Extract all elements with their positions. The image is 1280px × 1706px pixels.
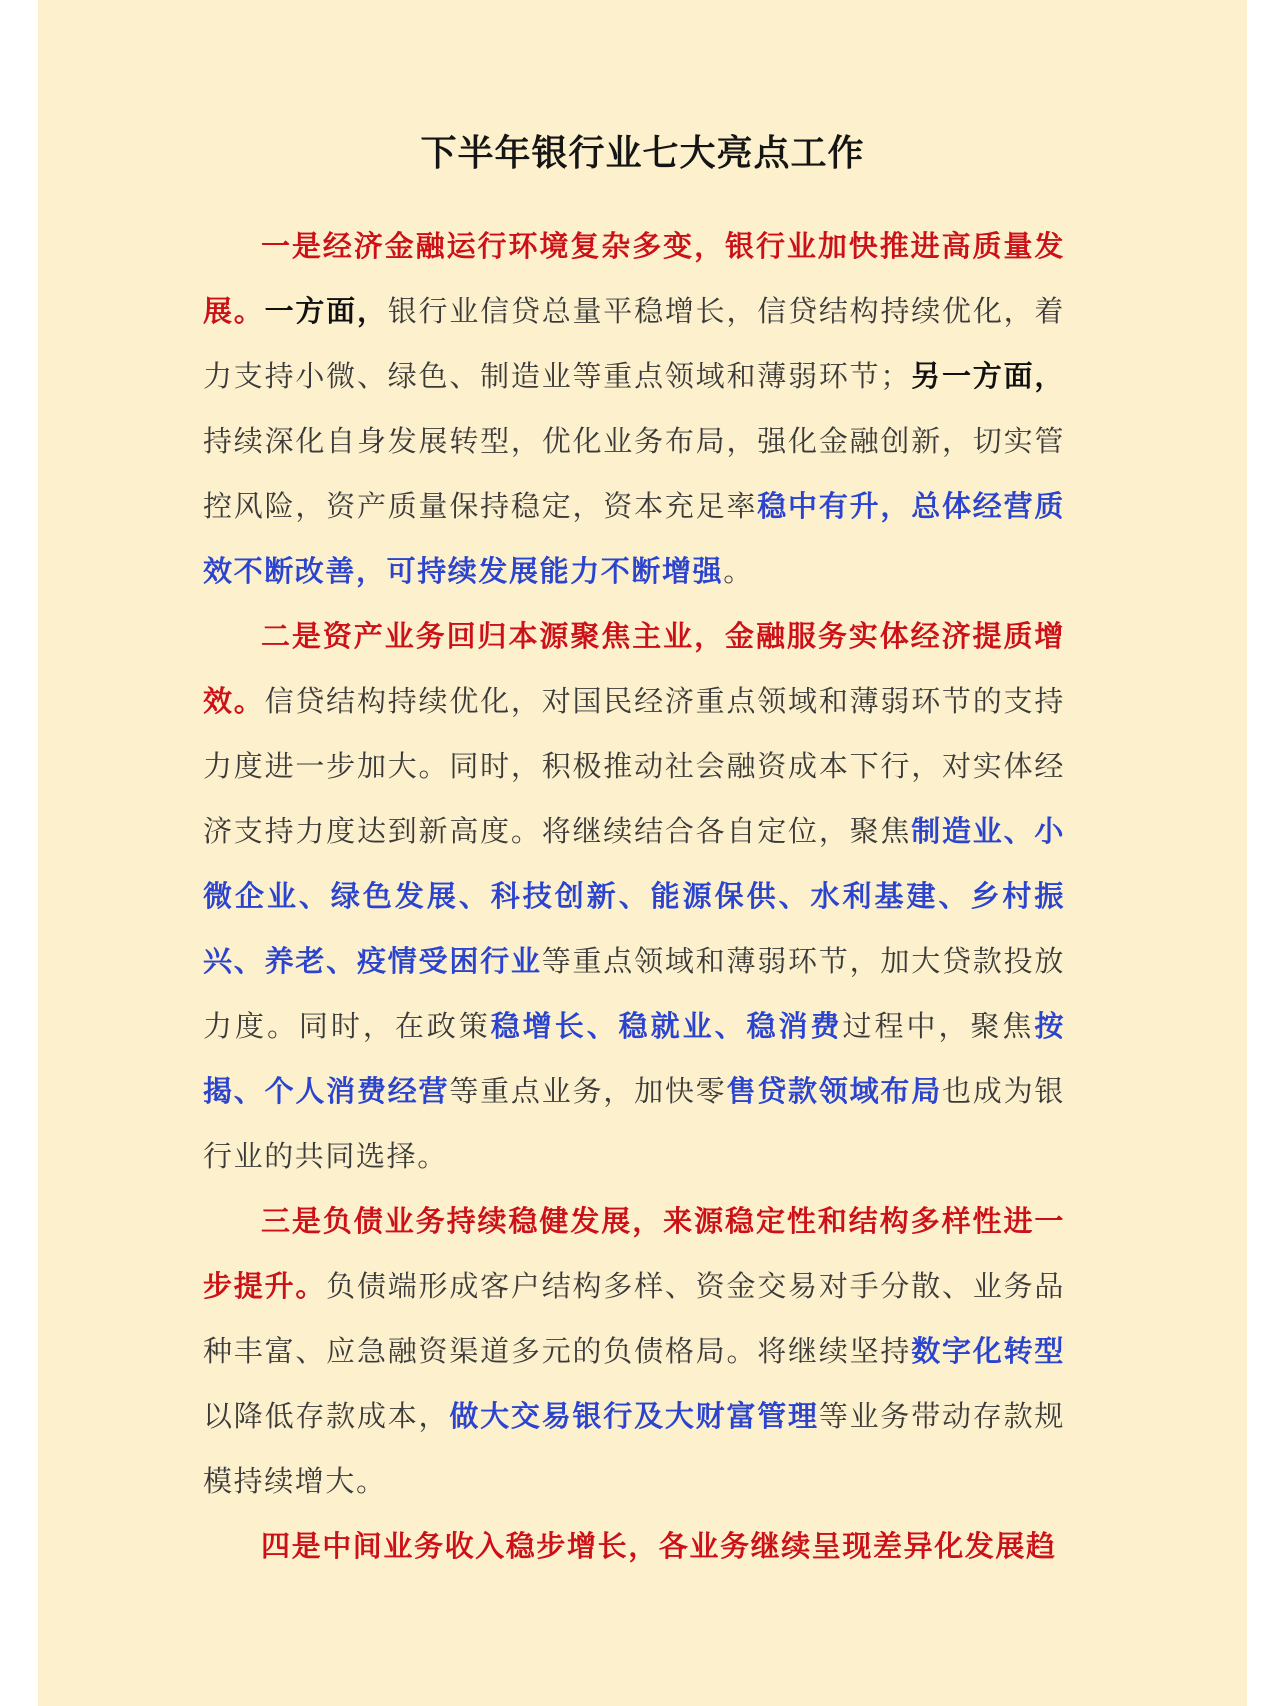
highlight-text: 按揭、个人消费经营: [203, 1009, 1065, 1108]
paragraph-3: [203, 1189, 1065, 1514]
body-text: 持续深化自身发展转型，优化业务布局，强化金融创新，切实管控风险，资产质量保持稳定，资本充足率: [203, 424, 1065, 523]
body-text: 负债端形成客户结构多样、资金交易对手分散、业务品种丰富、应急融资渠道多元的负债格局。将继续坚持: [203, 1269, 1065, 1368]
document-body: [203, 214, 1065, 1579]
paragraph-4: [203, 1514, 1065, 1579]
document-page: [38, 0, 1247, 1706]
highlight-text: 做大交易银行及大财富管理: [449, 1399, 819, 1433]
body-text: 信贷结构持续优化，对国民经济重点领域和薄弱环节的支持力度进一步加大。同时，积极推动社会融资成本下行，对实体经济支持力度达到新高度。将继续结合各自定位，聚焦: [203, 684, 1065, 848]
bold-label: 另一方面，: [911, 359, 1065, 393]
body-text: 等重点领域和薄弱环节，加大贷款投放力度。同时，在政策: [203, 944, 1065, 1043]
highlight-text: 售贷款领域布局: [726, 1074, 943, 1108]
body-text: 过程中，聚焦: [842, 1009, 1035, 1043]
body-text: 以降低存款成本，: [203, 1399, 450, 1433]
bold-label: 一方面，: [264, 294, 388, 328]
paragraph-1: [203, 214, 1065, 604]
paragraph-2: [203, 604, 1065, 1189]
section-heading: 三是负债业务持续稳健发展，来源稳定性和结构多样性进一步提升。: [203, 1204, 1065, 1303]
highlight-text: 数字化转型: [911, 1334, 1065, 1368]
body-text: 。: [723, 554, 754, 588]
highlight-text: 稳增长、稳就业、稳消费: [490, 1009, 843, 1043]
body-text: 也成为银行业的共同选择。: [203, 1074, 1065, 1173]
document-title: 下半年银行业七大亮点工作: [420, 132, 865, 174]
section-heading: 一是经济金融运行环境复杂多变，银行业加快推进高质量发展。: [203, 229, 1065, 328]
highlight-text: 制造业、小微企业、绿色发展、科技创新、能源保供、水利基建、乡村振兴、养老、疫情受困行业: [203, 814, 1065, 978]
body-text: 等业务带动存款规模持续增大。: [203, 1399, 1065, 1498]
highlight-text: 稳中有升，总体经营质效不断改善，可持续发展能力不断增强: [203, 489, 1065, 588]
body-text: 银行业信贷总量平稳增长，信贷结构持续优化，着力支持小微、绿色、制造业等重点领域和薄弱环节；: [203, 294, 1066, 393]
section-heading: 四是中间业务收入稳步增长，各业务继续呈现差异化发展趋: [261, 1529, 1057, 1563]
body-text: 等重点业务，加快零: [449, 1074, 727, 1108]
section-heading: 二是资产业务回归本源聚焦主业，金融服务实体经济提质增效。: [203, 619, 1065, 718]
